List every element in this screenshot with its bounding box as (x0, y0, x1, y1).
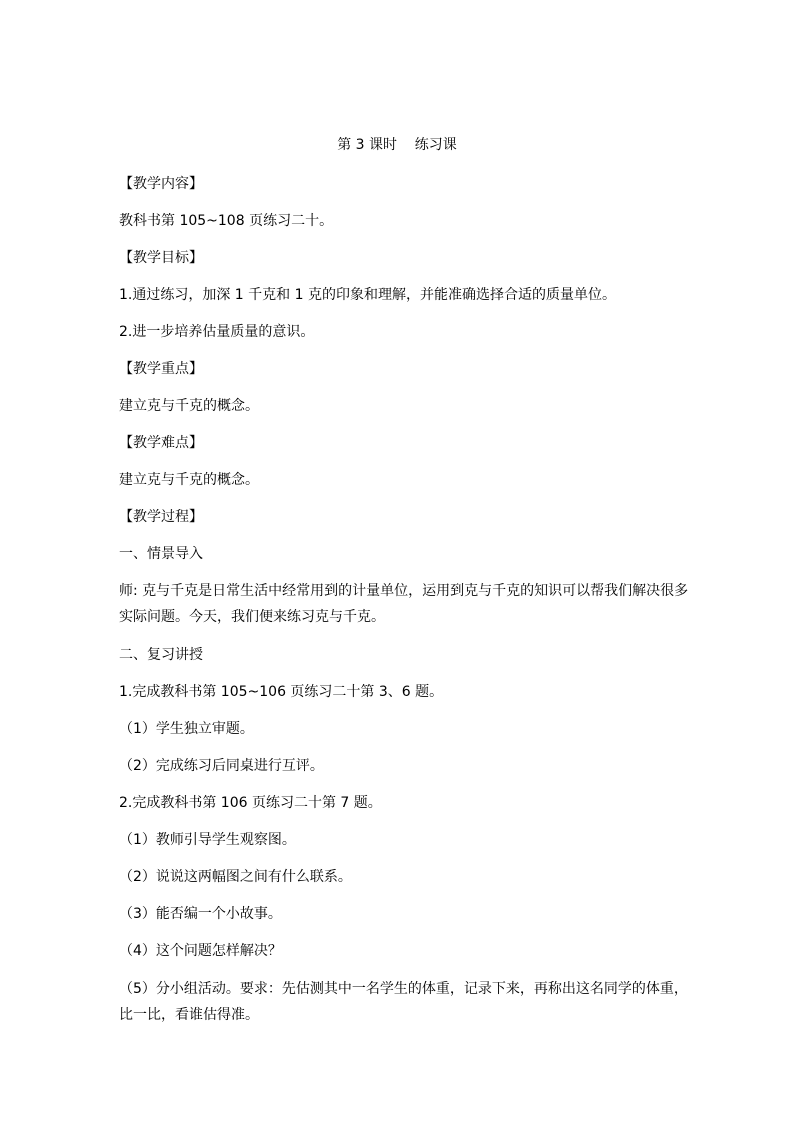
difficulties-text: 建立克与千克的概念。 (119, 472, 259, 488)
objective-2: 2.进一步培养估量质量的意识。 (119, 324, 315, 340)
task-1-item-1: （1）学生独立审题。 (119, 721, 254, 737)
task-2-item-3: （3）能否编一个小故事。 (119, 906, 282, 922)
section-heading-objectives: 【教学目标】 (119, 250, 203, 266)
teacher-intro-paragraph: 师: 克与千克是日常生活中经常用到的计量单位，运用到克与千克的知识可以帮我们解决很多实际问题。今天，我们便来练习克与千克。 (119, 583, 689, 625)
step-2-heading: 二、复习讲授 (119, 647, 203, 663)
content-text: 教科书第 105~108 页练习二十。 (119, 213, 334, 229)
task-1: 1.完成教科书第 105~106 页练习二十第 3、6 题。 (119, 684, 444, 700)
task-2-item-5: （5）分小组活动。要求：先估测其中一名学生的体重，记录下来，再称出这名同学的体重，比一比，看谁估得准。 (119, 981, 688, 1023)
task-2-item-1: （1）教师引导学生观察图。 (119, 832, 296, 848)
task-2-item-4: （4）这个问题怎样解决？ (119, 943, 282, 959)
task-2-item-2: （2）说说这两幅图之间有什么联系。 (119, 869, 352, 885)
task-1-item-2: （2）完成练习后同桌进行互评。 (119, 758, 324, 774)
step-1-heading: 一、情景导入 (119, 546, 203, 562)
section-heading-process: 【教学过程】 (119, 509, 203, 525)
key-points-text: 建立克与千克的概念。 (119, 398, 259, 414)
section-heading-content: 【教学内容】 (119, 176, 203, 192)
objective-1: 1.通过练习，加深 1 千克和 1 克的印象和理解，并能准确选择合适的质量单位。 (119, 287, 616, 303)
section-heading-key-points: 【教学重点】 (119, 361, 203, 377)
task-2: 2.完成教科书第 106 页练习二十第 7 题。 (119, 795, 382, 811)
section-heading-difficulties: 【教学难点】 (119, 435, 203, 451)
lesson-title: 第 3 课时 练习课 (337, 137, 457, 153)
